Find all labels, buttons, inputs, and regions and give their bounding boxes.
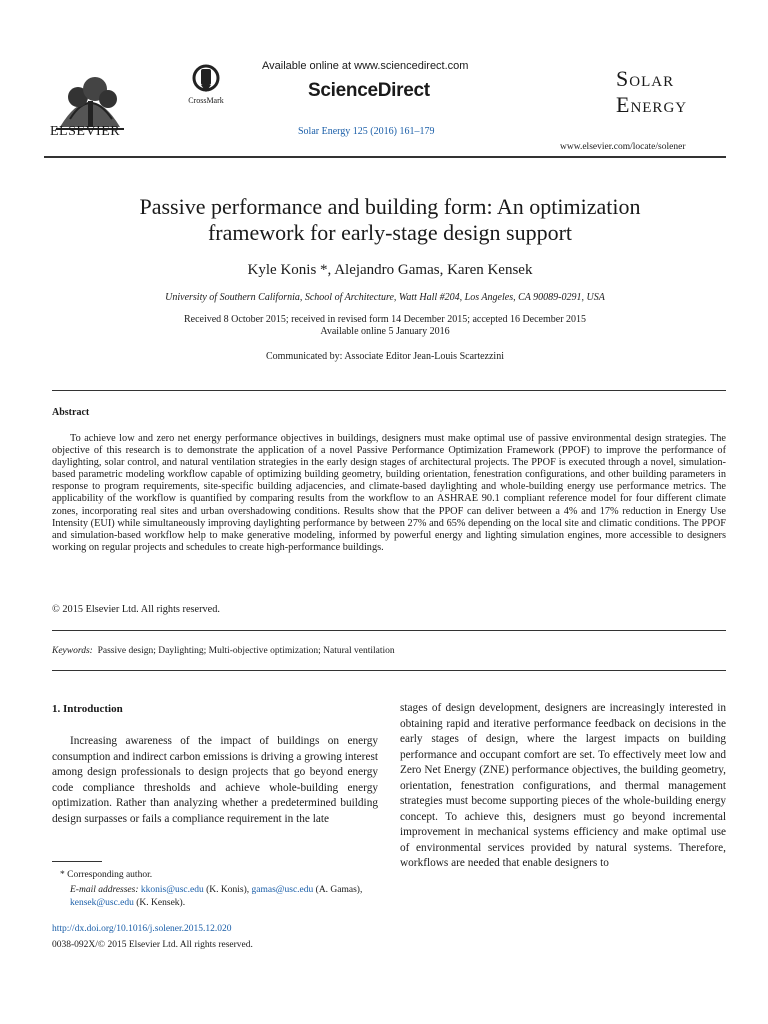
abstract-heading: Abstract [52, 407, 90, 418]
crossmark-label: CrossMark [188, 96, 224, 105]
email-link-kensek[interactable]: kensek@usc.edu [70, 898, 134, 908]
author-list: Kyle Konis *, Alejandro Gamas, Karen Kensek [247, 262, 533, 278]
email-name-gamas: (A. Gamas), [315, 885, 363, 895]
intro-right-column: stages of design development, designers are increasingly interested in obtaining rapid and iterative performance feedback on decisions in the early stages of design, where the largest impacts on building performance and occupant comfort are set. To effectively meet low and Zero Net Energy (ZNE) performance objectives, the building geometry, orientation, fenestration configurations, and thermal management strategies must become supporting pieces of the whole-building energy concept. To achieve this, designers must go beyond incremental improvement in mechanical systems efficiency and make optimal use of environmental services provided by natural systems. Therefore, workflows are needed that enable designers to [400, 702, 726, 869]
introduction-heading: 1. Introduction [52, 703, 123, 715]
crossmark-icon[interactable] [186, 64, 226, 96]
corresponding-author-note: * Corresponding author. [60, 870, 153, 880]
available-date: Available online 5 January 2016 [320, 326, 450, 337]
communicated-by: Communicated by: Associate Editor Jean-Louis Scartezzini [266, 351, 504, 362]
keywords-label: Keywords: [52, 646, 93, 656]
sciencedirect-logo[interactable]: ScienceDirect [308, 80, 430, 101]
abstract-copyright: © 2015 Elsevier Ltd. All rights reserved. [52, 604, 220, 615]
article-title-line2: framework for early-stage design support [207, 220, 573, 245]
email-link-konis[interactable]: kkonis@usc.edu [140, 885, 204, 895]
header-divider [44, 156, 726, 158]
article-title [60, 194, 720, 246]
abstract-divider [52, 390, 726, 391]
issn-copyright: 0038-092X/© 2015 Elsevier Ltd. All rights reserved. [52, 940, 253, 950]
intro-left-column: Increasing awareness of the impact of buildings on energy consumption and indirect carbon emissions is driving a growing interest among design professionals to design projects that go beyond energy code compliance thresholds and achieve whole-building energy optimization. Rather than analyzing whether a predetermined building design surpasses or fails a compliance requirement in the late [52, 735, 378, 825]
journal-logo-line2: Energy [616, 92, 688, 117]
publisher-name: ELSEVIER [50, 124, 121, 139]
received-dates: Received 8 October 2015; received in revised form 14 December 2015; accepted 16 December 2015 [183, 314, 587, 325]
journal-logo-line1: Solar [616, 66, 675, 91]
journal-url[interactable]: www.elsevier.com/locate/solener [560, 142, 686, 152]
keywords [52, 646, 395, 656]
email-link-gamas[interactable]: gamas@usc.edu [251, 885, 314, 895]
email-name-kensek: (K. Kensek). [136, 898, 186, 908]
affiliation: University of Southern California, School of Architecture, Watt Hall #204, Los Angeles, CA 90089-0291, USA [165, 292, 605, 303]
keywords-text: Passive design; Daylighting; Multi-objective optimization; Natural ventilation [97, 646, 395, 656]
email-name-konis: (K. Konis), [206, 885, 250, 895]
journal-citation-link[interactable]: Solar Energy 125 (2016) 161–179 [298, 126, 435, 137]
abstract-body: To achieve low and zero net energy performance objectives in buildings, designers must make optimal use of passive environmental design strategies. The objective of this research is to demonstrate the application of a novel Passive Performance Optimization Framework (PPOF) to improve the performance of daylighting, solar control, and natural ventilation strategies in the early design stages of architectural projects. The PPOF is executed through a novel, simulation-based parametric modeling workflow capable of optimizing building geometry, building orientation, fenestration configurations, and other building parameters in response to program requirements, site-specific building adjacencies, and climate-based daylighting and whole-building energy use performance metrics. The applicability of the workflow is quantified by comparing results from the workflow to an ASHRAE 90.1 compliant reference model for four different climate zones, incorporating real sites and urban overshadowing conditions. Results show that the PPOF can deliver between a 4% and 17% reduction in Energy Use Intensity (EUI) while simultaneously improving daylighting performance by between 27% and 65% depending on the local site and climatic conditions. The PPOF and simulation-based workflow help to make generative modeling, informed by powerful energy and lighting simulation engines, more accessible to designers working on regular projects and schedules to create high-performance buildings. [52, 433, 726, 553]
email-addresses [70, 884, 380, 910]
doi-link[interactable]: http://dx.doi.org/10.1016/j.solener.2015.12.020 [52, 924, 232, 934]
footnote-divider [52, 861, 102, 862]
keywords-top-divider [52, 630, 726, 631]
keywords-bottom-divider [52, 670, 726, 671]
journal-logo [616, 66, 728, 118]
email-label: E-mail addresses: [70, 885, 139, 895]
article-history [44, 314, 726, 338]
article-title-line1: Passive performance and building form: An optimization [139, 194, 641, 219]
available-online-text: Available online at www.sciencedirect.com [262, 60, 469, 72]
